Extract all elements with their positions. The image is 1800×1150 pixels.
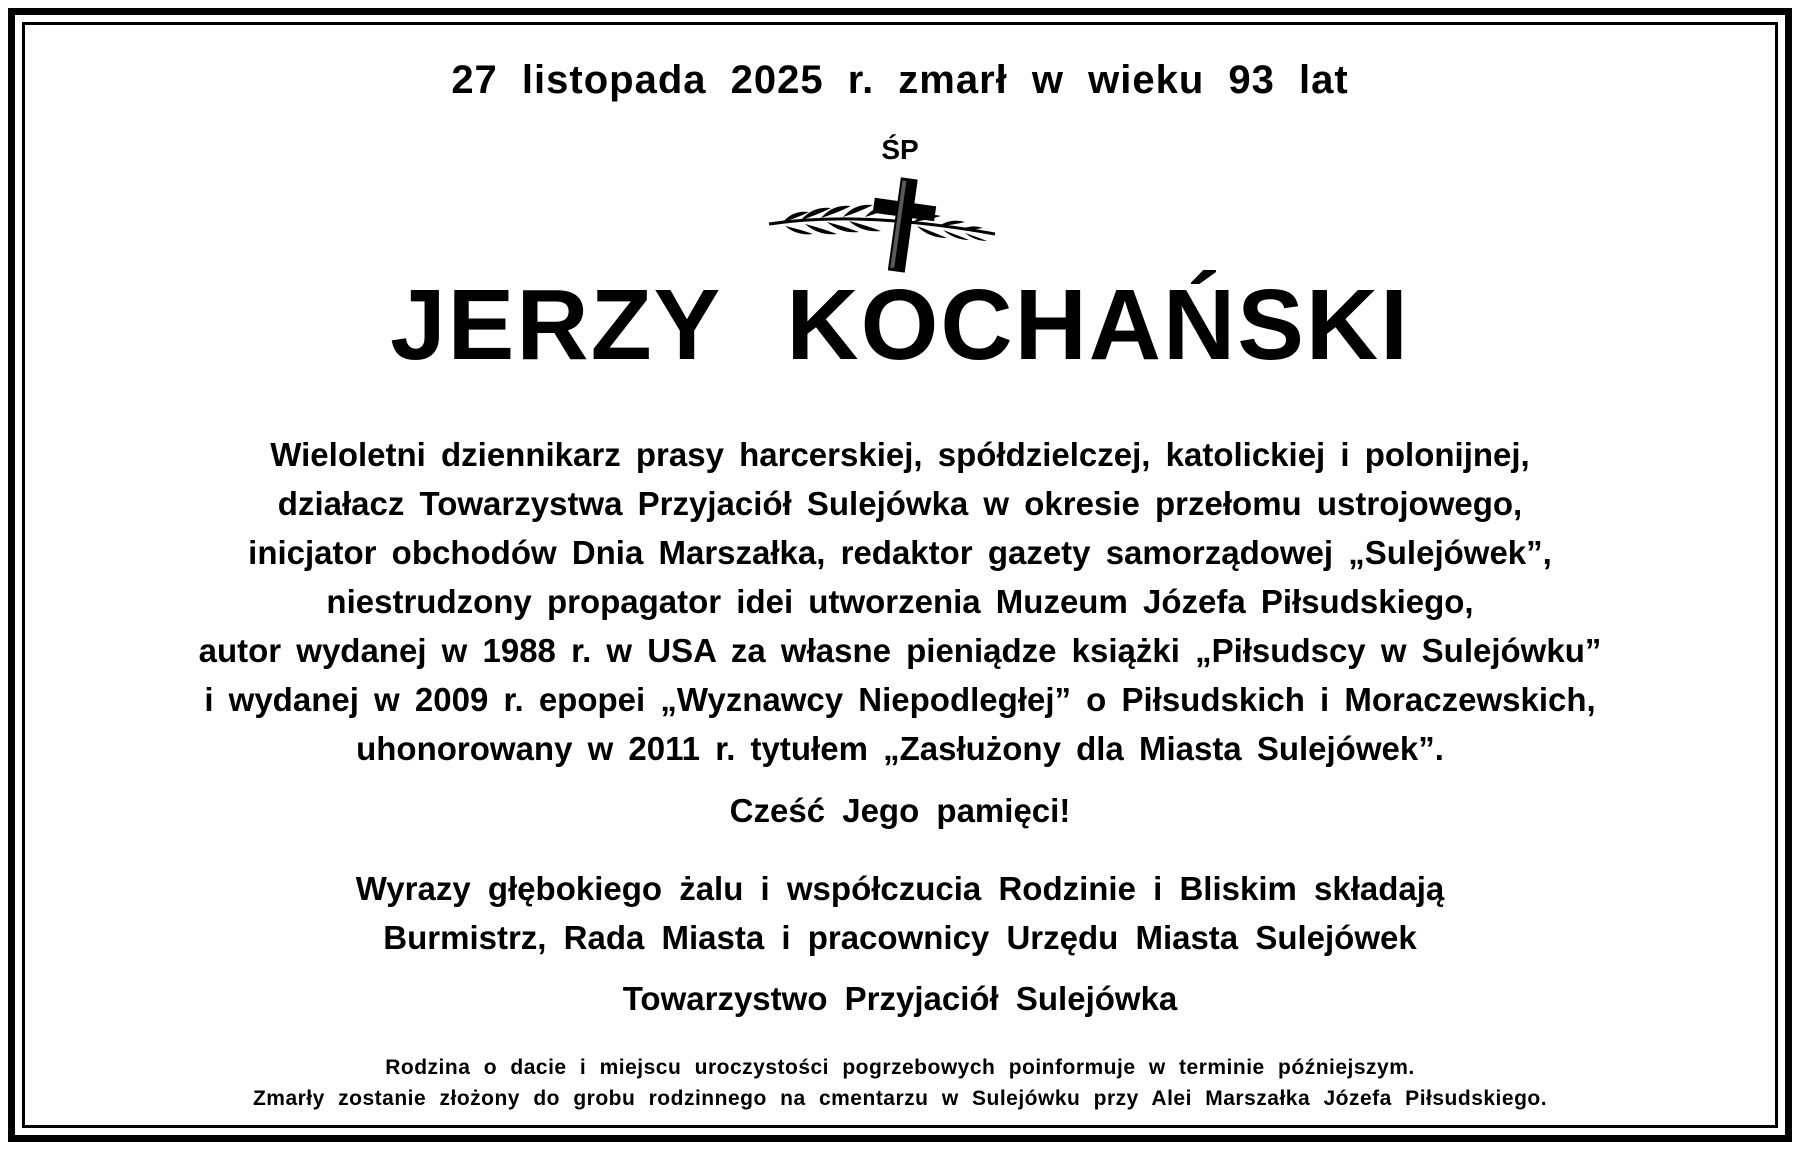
bio-line: działacz Towarzystwa Przyjaciół Sulejówka w okresie przełomu ustrojowego, (277, 485, 1523, 522)
bio-line: Wieloletni dziennikarz prasy harcerskiej, spółdzielczej, katolickiej i polonijnej, (270, 436, 1530, 473)
obituary-notice (30, 30, 1770, 1120)
footer-line: Rodzina o dacie i miejscu uroczystości pogrzebowych poinformuje w terminie późniejszym. (385, 1056, 1415, 1079)
condolence-line: Wyrazy głębokiego żalu i współczucia Rodzinie i Bliskim składają (355, 870, 1445, 907)
bio-line: uhonorowany w 2011 r. tytułem „Zasłużony dla Miasta Sulejówek”. (356, 730, 1444, 767)
society-signature: Towarzystwo Przyjaciół Sulejówka (622, 980, 1178, 1017)
condolences (30, 864, 1770, 962)
cross-with-palm-branch-icon (763, 172, 1003, 277)
tribute-line: Cześć Jego pamięci! (729, 792, 1071, 829)
deceased-name: JERZY KOCHAŃSKI (390, 269, 1410, 381)
bio-line: i wydanej w 2009 r. epopei „Wyznawcy Niepodległej” o Piłsudskich i Moraczewskich, (204, 681, 1596, 718)
funeral-info (30, 1052, 1770, 1114)
bio-line: inicjator obchodów Dnia Marszałka, redaktor gazety samorządowej „Sulejówek”, (248, 534, 1552, 571)
footer-line: Zmarły zostanie złożony do grobu rodzinnego na cmentarzu w Sulejówku przy Alei Marszałka Józefa Piłsudskiego. (252, 1087, 1548, 1110)
biography (30, 430, 1770, 773)
condolence-line: Burmistrz, Rada Miasta i pracownicy Urzędu Miasta Sulejówek (383, 919, 1417, 956)
honorific: ŚP (881, 134, 919, 165)
bio-line: niestrudzony propagator idei utworzenia Muzeum Józefa Piłsudskiego, (326, 583, 1474, 620)
death-date-line: 27 listopada 2025 r. zmarł w wieku 93 lat (451, 58, 1349, 102)
bio-line: autor wydanej w 1988 r. w USA za własne pieniądze książki „Piłsudscy w Sulejówku” (198, 632, 1602, 669)
